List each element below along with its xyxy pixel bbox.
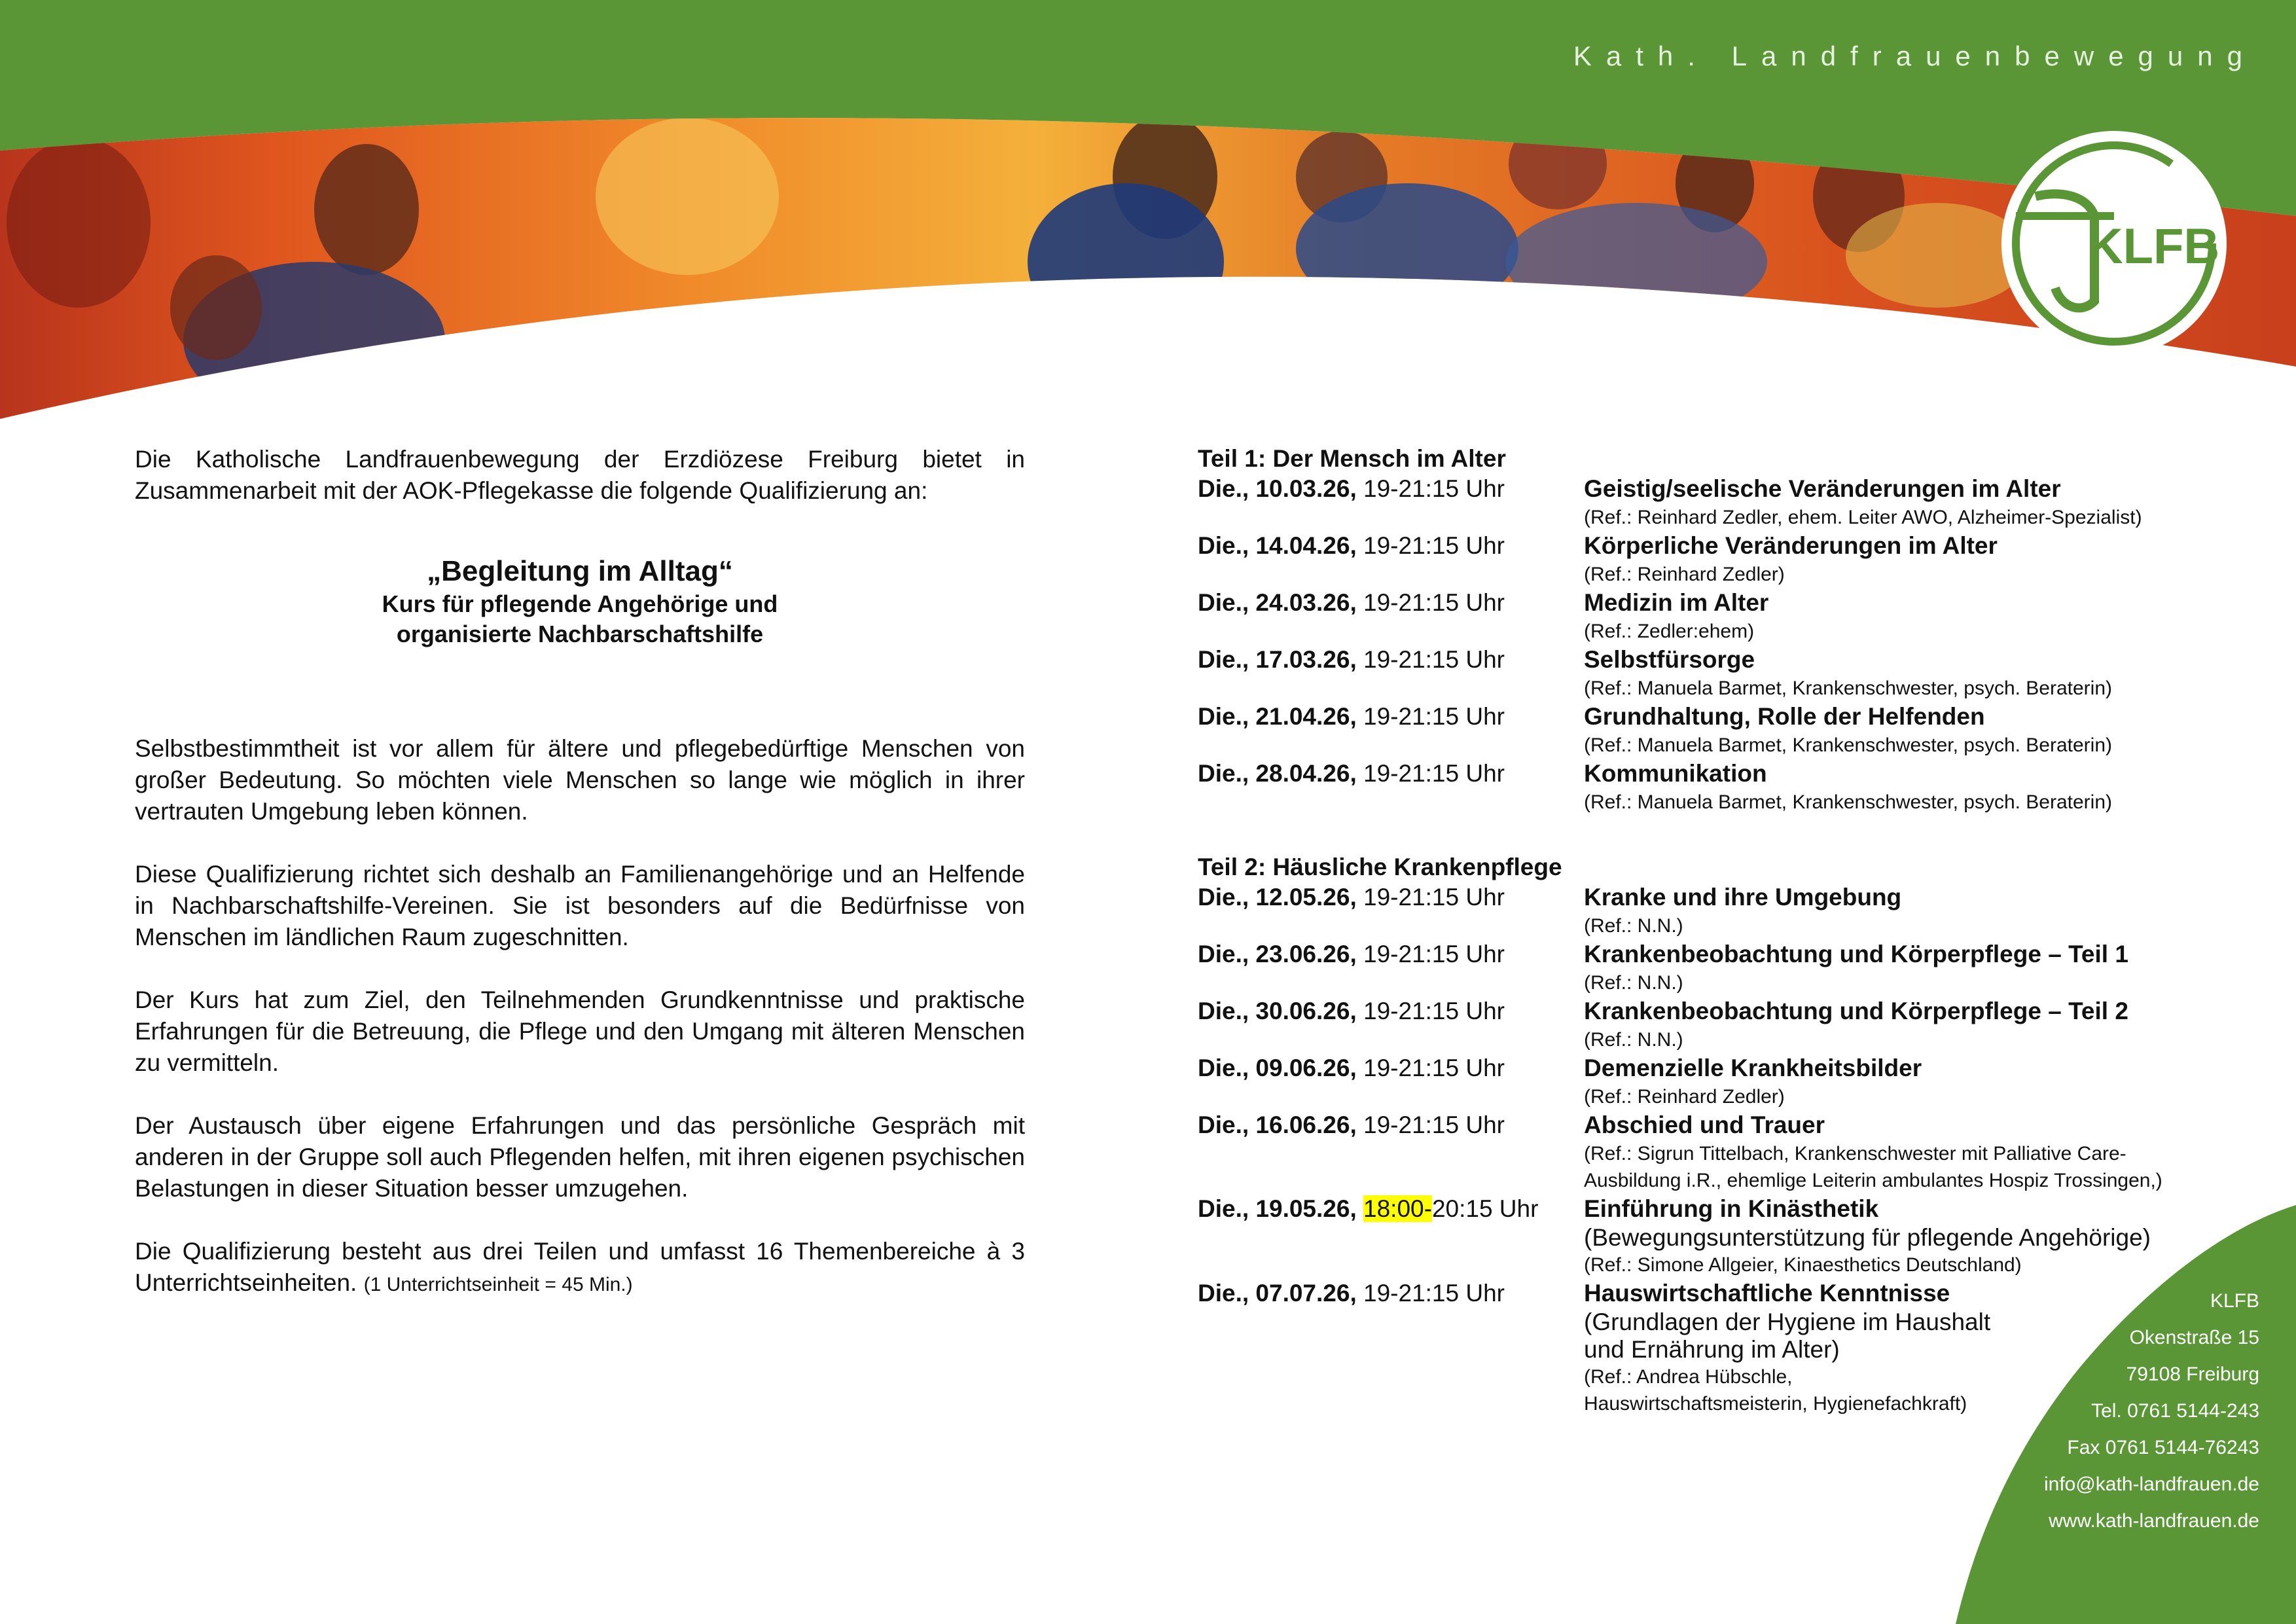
session-topic bbox=[1584, 1110, 2278, 1194]
session bbox=[1198, 882, 2278, 939]
session-date: Die., 30.06.26, 19-21:15 Uhr bbox=[1198, 998, 1505, 1024]
session bbox=[1198, 1278, 2278, 1417]
time-highlight: 18:00- bbox=[1363, 1195, 1432, 1222]
session-date: Die., 16.06.26, 19-21:15 Uhr bbox=[1198, 1111, 1505, 1138]
schedule bbox=[1198, 444, 2278, 1417]
session-title: Einführung in Kinästhetik bbox=[1584, 1195, 1879, 1222]
session-speaker: (Ref.: Manuela Barmet, Krankenschwester, psych. Beraterin) bbox=[1584, 791, 2113, 813]
contact-street: Okenstraße 15 bbox=[2129, 1327, 2259, 1348]
course-heading bbox=[135, 554, 1025, 649]
session-topic bbox=[1584, 474, 2278, 531]
session-date: Die., 19.05.26, 18:00-20:15 Uhr bbox=[1198, 1195, 1539, 1222]
contact-city: 79108 Freiburg bbox=[2126, 1363, 2259, 1385]
intro-paragraph: Die Katholische Landfrauenbewegung der Erzdiözese Freiburg bietet in Zusammenarbeit mit der AOK-Pflegekasse die folgende Qualifizierung an: bbox=[135, 446, 1025, 504]
session-date: Die., 21.04.26, 19-21:15 Uhr bbox=[1198, 703, 1505, 730]
contact-name: KLFB bbox=[2210, 1290, 2259, 1312]
session-speaker: (Ref.: Manuela Barmet, Krankenschwester, psych. Beraterin) bbox=[1584, 677, 2113, 699]
paragraph: Der Kurs hat zum Ziel, den Teilnehmenden Grundkenntnisse und praktische Erfahrungen für die Betreuung, die Pflege und den Umgang mit älteren Menschen zu vermitteln. bbox=[135, 986, 1025, 1076]
session-topic bbox=[1584, 645, 2278, 702]
session-speaker: (Ref.: Manuela Barmet, Krankenschwester, psych. Beraterin) bbox=[1584, 734, 2113, 756]
session bbox=[1198, 1110, 2278, 1194]
session-speaker: (Ref.: Reinhard Zedler) bbox=[1584, 564, 1785, 585]
session-topic bbox=[1584, 759, 2278, 816]
paragraph: Diese Qualifizierung richtet sich deshalb an Familienangehörige und an Helfende in Nachbarschaftshilfe-Vereinen. Sie ist besonders auf die Bedürfnisse von Menschen im ländlichen Raum zugeschnitten. bbox=[135, 861, 1025, 950]
session-date: Die., 14.04.26, 19-21:15 Uhr bbox=[1198, 532, 1505, 559]
closing-text: Die Qualifizierung besteht aus drei Teilen und umfasst 16 Themenbereiche à 3 Unterrichtseinheiten. bbox=[135, 1238, 1025, 1296]
session-date: Die., 23.06.26, 19-21:15 Uhr bbox=[1198, 941, 1505, 967]
session-title: Hauswirtschaftliche Kenntnisse bbox=[1584, 1280, 1950, 1307]
session bbox=[1198, 996, 2278, 1053]
session-topic bbox=[1584, 531, 2278, 588]
session-title: Krankenbeobachtung und Körperpflege – Teil 1 bbox=[1584, 941, 2128, 967]
part-2-title: Teil 2: Häusliche Krankenpflege bbox=[1198, 854, 1562, 880]
session bbox=[1198, 939, 2278, 996]
session-title: Medizin im Alter bbox=[1584, 589, 1769, 616]
session-topic bbox=[1584, 996, 2278, 1053]
session bbox=[1198, 1194, 2278, 1278]
session-speaker: (Ref.: Zedler:ehem) bbox=[1584, 621, 1755, 642]
session bbox=[1198, 702, 2278, 759]
logo-text: KLFB bbox=[2087, 219, 2220, 274]
session-date: Die., 24.03.26, 19-21:15 Uhr bbox=[1198, 589, 1505, 616]
session-speaker: (Ref.: N.N.) bbox=[1584, 972, 1683, 994]
session-date: Die., 28.04.26, 19-21:15 Uhr bbox=[1198, 760, 1505, 787]
session-speaker-cont: Hauswirtschaftsmeisterin, Hygienefachkraft) bbox=[1584, 1393, 1967, 1415]
session-speaker: (Ref.: N.N.) bbox=[1584, 915, 1683, 937]
session-date: Die., 17.03.26, 19-21:15 Uhr bbox=[1198, 646, 1505, 673]
session-date: Die., 12.05.26, 19-21:15 Uhr bbox=[1198, 884, 1505, 911]
session-topic bbox=[1584, 939, 2278, 996]
session-title: Grundhaltung, Rolle der Helfenden bbox=[1584, 703, 1985, 730]
session bbox=[1198, 1053, 2278, 1110]
session-title: Krankenbeobachtung und Körperpflege – Teil 2 bbox=[1584, 998, 2128, 1024]
session-title: Selbstfürsorge bbox=[1584, 646, 1755, 673]
session bbox=[1198, 474, 2278, 531]
session-title: Demenzielle Krankheitsbilder bbox=[1584, 1055, 1922, 1081]
session-speaker: (Ref.: Simone Allgeier, Kinaesthetics Deutschland) bbox=[1584, 1254, 2022, 1276]
session-topic bbox=[1584, 1053, 2278, 1110]
session-speaker-cont: Ausbildung i.R., ehemlige Leiterin ambulantes Hospiz Trossingen,) bbox=[1584, 1170, 2162, 1191]
session-date: Die., 10.03.26, 19-21:15 Uhr bbox=[1198, 475, 1505, 502]
session-date: Die., 07.07.26, 19-21:15 Uhr bbox=[1198, 1280, 1505, 1307]
course-subtitle-line-1: Kurs für pflegende Angehörige und bbox=[382, 590, 778, 617]
session-topic bbox=[1584, 1194, 2278, 1278]
session-speaker: (Ref.: N.N.) bbox=[1584, 1029, 1683, 1051]
session-date: Die., 09.06.26, 19-21:15 Uhr bbox=[1198, 1055, 1505, 1081]
session-speaker: (Ref.: Sigrun Tittelbach, Krankenschwester mit Palliative Care- bbox=[1584, 1143, 2126, 1164]
part-1-title: Teil 1: Der Mensch im Alter bbox=[1198, 445, 1506, 472]
session-title: Geistig/seelische Veränderungen im Alter bbox=[1584, 475, 2061, 502]
session-speaker: (Ref.: Reinhard Zedler, ehem. Leiter AWO, Alzheimer-Spezialist) bbox=[1584, 507, 2142, 528]
contact-fax: Fax 0761 5144-76243 bbox=[2067, 1437, 2259, 1458]
session-topic bbox=[1584, 588, 2278, 645]
session-speaker: (Ref.: Reinhard Zedler) bbox=[1584, 1086, 1785, 1108]
contact-website[interactable]: www.kath-landfrauen.de bbox=[2049, 1510, 2259, 1532]
session bbox=[1198, 531, 2278, 588]
session-title: Kranke und ihre Umgebung bbox=[1584, 884, 1902, 911]
session-description-cont: und Ernährung im Alter) bbox=[1584, 1336, 1840, 1363]
closing-paragraph bbox=[135, 1236, 1025, 1301]
contact-email[interactable]: info@kath-landfrauen.de bbox=[2043, 1473, 2259, 1495]
closing-note: (1 Unterrichtseinheit = 45 Min.) bbox=[363, 1274, 633, 1295]
session-topic bbox=[1584, 882, 2278, 939]
course-title: „Begleitung im Alltag“ bbox=[427, 555, 733, 587]
session-description: (Bewegungsunterstützung für pflegende Angehörige) bbox=[1584, 1224, 2151, 1251]
organization-name: Kath. Landfrauenbewegung bbox=[1573, 41, 2257, 71]
session bbox=[1198, 588, 2278, 645]
session-speaker: (Ref.: Andrea Hübschle, bbox=[1584, 1366, 1793, 1388]
session-topic bbox=[1584, 1278, 2278, 1417]
course-subtitle-line-2: organisierte Nachbarschaftshilfe bbox=[396, 621, 764, 647]
left-column bbox=[135, 444, 1025, 1332]
paragraph: Selbstbestimmtheit ist vor allem für ältere und pflegebedürftige Menschen von großer Bedeutung. So möchten viele Menschen so lange wie möglich in ihrer vertrauten Umgebung leben können. bbox=[135, 735, 1025, 825]
session bbox=[1198, 759, 2278, 816]
session-topic bbox=[1584, 702, 2278, 759]
session bbox=[1198, 645, 2278, 702]
contact-phone: Tel. 0761 5144-243 bbox=[2091, 1400, 2259, 1422]
session-title: Abschied und Trauer bbox=[1584, 1111, 1825, 1138]
session-title: Kommunikation bbox=[1584, 760, 1767, 787]
session-description: (Grundlagen der Hygiene im Haushalt bbox=[1584, 1308, 1991, 1335]
session-title: Körperliche Veränderungen im Alter bbox=[1584, 532, 1998, 559]
paragraph: Der Austausch über eigene Erfahrungen und das persönliche Gespräch mit anderen in der Gruppe soll auch Pflegenden helfen, mit ihren eigenen psychischen Belastungen in dieser Situation besser umzugehen. bbox=[135, 1112, 1025, 1202]
